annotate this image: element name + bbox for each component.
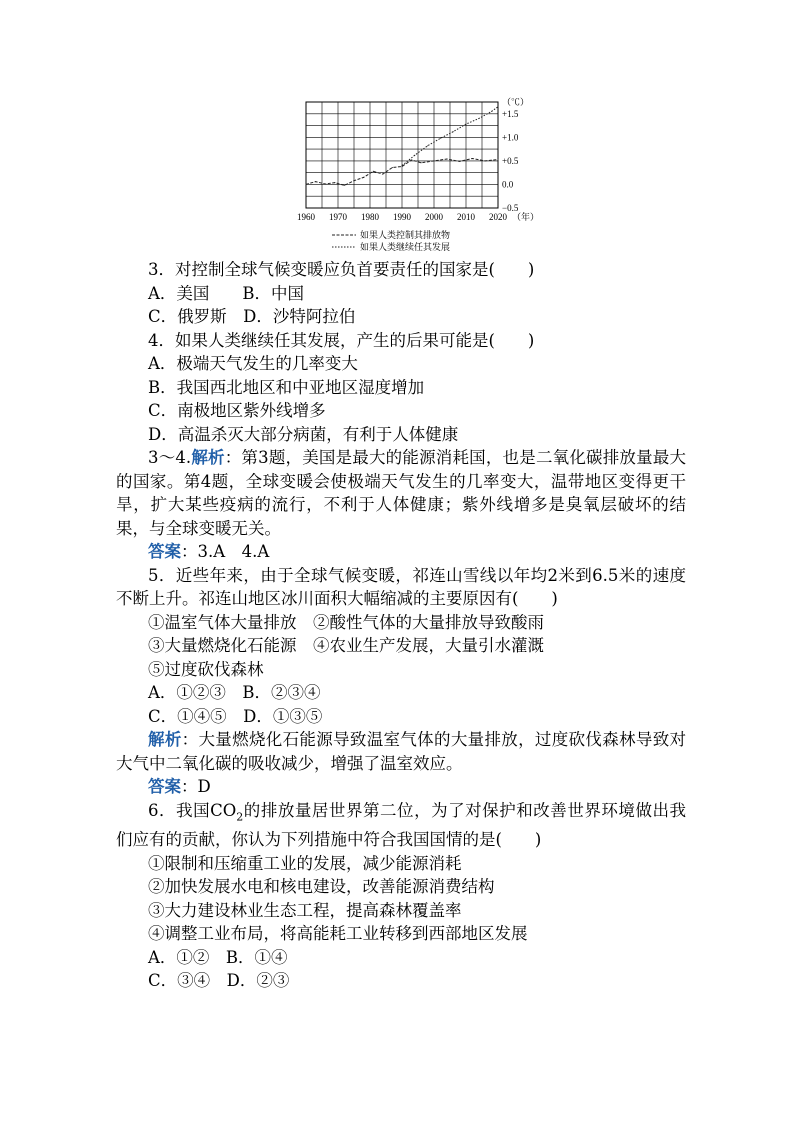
answer-text: ：3.A 4.A [181, 542, 270, 561]
x-tick-label: 2010 [457, 212, 475, 222]
q4-option-b: B．我国西北地区和中亚地区湿度增加 [148, 377, 425, 397]
answer-3-4 [116, 540, 686, 564]
q5-choice-3: ⑤过度砍伐森林 [148, 659, 264, 679]
q6-post: 的排放量居世界第二位，为了对保护和改善世界环境做出我们应有的贡献，你认为下列措施中符合我国国情的是( ) [116, 800, 686, 850]
series-point-1 [334, 182, 335, 183]
series-point-2 [402, 165, 403, 166]
y-tick-label: −0.5 [502, 203, 519, 213]
series-point-1 [421, 162, 422, 163]
q6-choice-1: ①限制和压缩重工业的发展，减少能源消耗 [148, 853, 462, 873]
series-point-2 [414, 155, 415, 156]
analysis-5 [116, 728, 686, 775]
x-tick-label: 1990 [393, 212, 411, 222]
series-point-2 [491, 111, 492, 112]
series-point-1 [498, 159, 499, 160]
y-axis-label: （℃） [502, 97, 530, 107]
analysis-label: 解析 [148, 730, 182, 749]
series-point-2 [498, 106, 499, 107]
series-point-2 [427, 145, 428, 146]
series-point-1 [373, 171, 374, 172]
q6-options-cd: C．③④ D．②③ [148, 971, 290, 991]
y-tick-label: +0.5 [502, 155, 519, 166]
analysis-prefix: 3～4. [148, 448, 192, 467]
answer-label: 答案 [148, 542, 181, 561]
legend-label-1: 如果人类控制其排放物 [360, 231, 451, 241]
q6-choice-2: ②加快发展水电和核电建设，改善能源消费结构 [148, 877, 495, 897]
q3-stem: 3．对控制全球气候变暖应负首要责任的国家是( ) [148, 260, 535, 279]
chart-svg [290, 92, 540, 262]
y-tick-label: +1.5 [502, 108, 519, 119]
series-point-1 [402, 166, 403, 167]
analysis-text: ：第3题，美国是最大的能源消耗国，也是二氧化碳排放量最大的国家。第4题，全球变暖会使极端天气发生的几率变大，温带地区变得更干旱，扩大某些疫病的流行，不利于人体健康；紫外线增多是臭氧层破坏的结果，与全球变暖无关。 [116, 448, 687, 538]
series-point-1 [411, 159, 412, 160]
legend-label-2: 如果人类继续任其发展 [360, 243, 451, 253]
q5-choice-2: ③大量燃烧化石能源 ④农业生产发展，大量引水灌溉 [148, 636, 544, 655]
answer-5 [116, 775, 686, 799]
q5-stem: 5．近些年来，由于全球气候变暖，祁连山雪线以年均2米到6.5米的速度不断上升。祁连山地区冰川面积大幅缩减的主要原因有( ) [116, 565, 686, 608]
series-point-1 [459, 161, 460, 162]
series-point-1 [485, 160, 486, 161]
q6-choice-4: ④调整工业布局，将高能耗工业转移到西部地区发展 [148, 924, 528, 944]
x-tick-label: 1970 [329, 212, 347, 222]
q6-subscript: 2 [236, 809, 244, 823]
series-point-1 [382, 174, 383, 175]
q3-options-cd: C．俄罗斯 D．沙特阿拉伯 [148, 307, 356, 326]
y-tick-label: +1.0 [502, 132, 519, 143]
x-tick-label: 1980 [361, 212, 379, 222]
q5-options-ab: A．①②③ B．②③④ [148, 683, 321, 702]
analysis-label: 解析 [191, 448, 225, 467]
q3-options-ab: A．美国 B．中国 [148, 283, 305, 303]
q6-choice-3: ③大力建设林业生态工程，提高森林覆盖率 [148, 900, 462, 920]
q4-option-a: A．极端天气发生的几率变大 [148, 354, 358, 373]
x-tick-label: 2000 [425, 212, 443, 222]
series-point-1 [472, 158, 473, 159]
x-axis-label: （年） [512, 212, 540, 222]
q5-choice-1: ①温室气体大量排放 ②酸性气体的大量排放导致酸雨 [148, 612, 544, 632]
q4-stem: 4．如果人类继续任其发展，产生的后果可能是( ) [148, 330, 535, 350]
q4-option-c: C．南极地区紫外线增多 [148, 401, 326, 420]
series-point-2 [466, 124, 467, 125]
series-point-1 [363, 177, 364, 178]
question-content [116, 258, 686, 993]
x-tick-label: 2020 [489, 212, 507, 222]
analysis-3-4 [116, 446, 686, 540]
q6-stem [116, 799, 686, 852]
x-tick-label: 1960 [297, 212, 315, 222]
series-point-1 [315, 181, 316, 182]
answer-text: ：D [181, 777, 211, 796]
series-point-1 [446, 159, 447, 160]
series-point-1 [344, 185, 345, 186]
temperature-chart [290, 92, 540, 262]
series-point-1 [392, 167, 393, 168]
series-point-2 [440, 138, 441, 139]
analysis-text: ：大量燃烧化石能源导致温室气体的大量排放，过度砍伐森林导致对大气中二氧化碳的吸收减少，增强了温室效应。 [116, 730, 687, 773]
series-point-2 [478, 118, 479, 119]
q5-options-cd: C．①④⑤ D．①③⑤ [148, 706, 323, 726]
q6-pre: 6．我国CO [148, 800, 237, 820]
series-point-1 [306, 184, 307, 185]
y-tick-label: 0.0 [502, 179, 514, 190]
series-point-1 [325, 183, 326, 184]
q4-option-d: D．高温杀灭大部分病菌，有利于人体健康 [148, 424, 459, 444]
series-point-1 [354, 180, 355, 181]
answer-label: 答案 [148, 777, 181, 796]
series-point-1 [434, 160, 435, 161]
q6-options-ab: A．①② B．①④ [148, 947, 288, 967]
series-point-2 [453, 131, 454, 132]
